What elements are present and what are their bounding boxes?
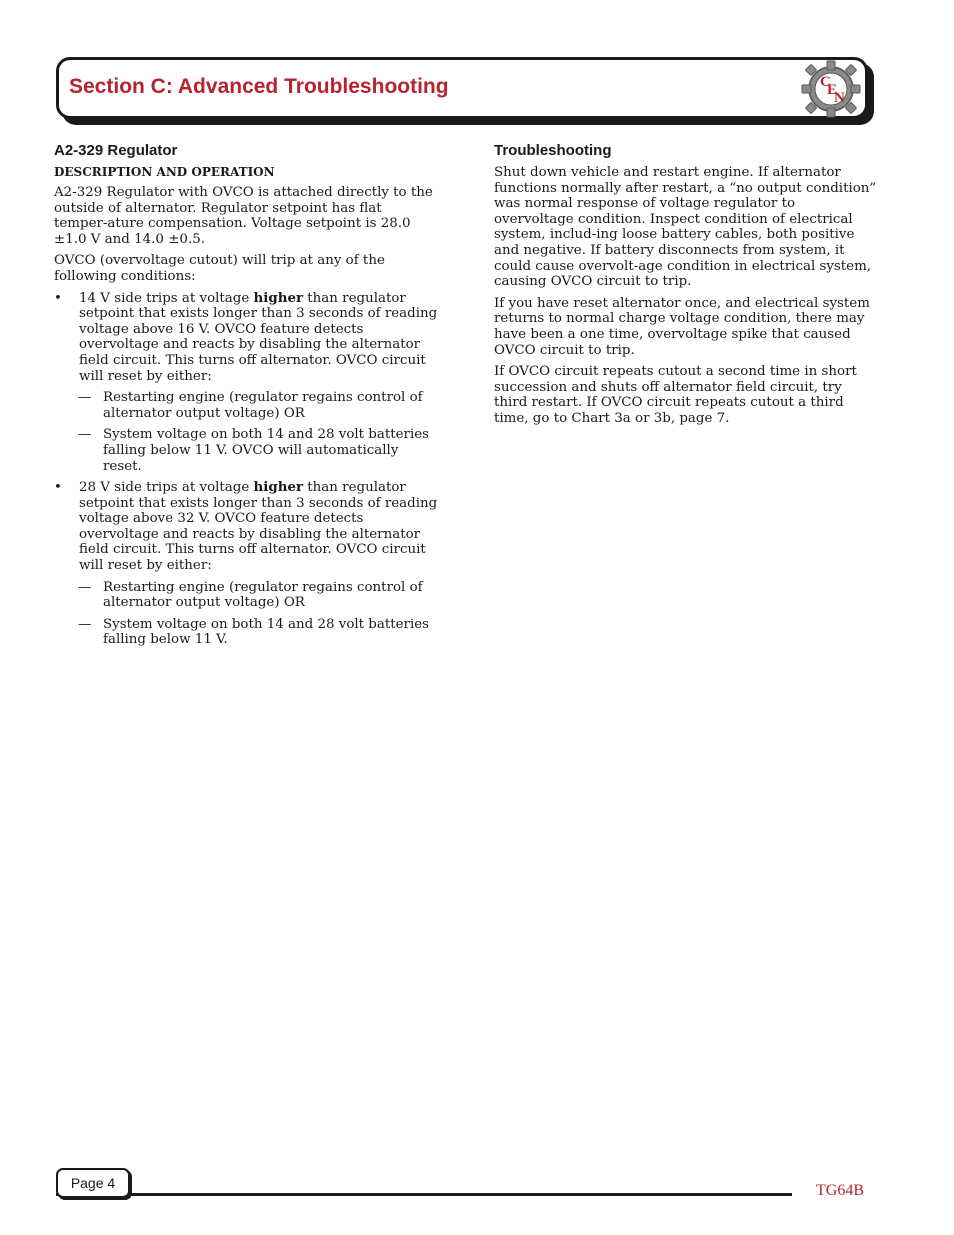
- bullet-28v: [54, 480, 438, 574]
- dash-28v-restart: [54, 580, 438, 611]
- section-header: [56, 57, 868, 119]
- left-column: [54, 142, 438, 654]
- bullet-mark: •: [54, 290, 62, 306]
- bullet-28v-emphasis: higher: [253, 479, 304, 496]
- description-subheading: DESCRIPTION AND OPERATION: [54, 165, 275, 179]
- dash-14v-restart-text: Restarting engine (regulator regains control of alternator output voltage) OR: [103, 390, 423, 421]
- troubleshooting-para-1: Shut down vehicle and restart engine. If alternator functions normally after restart, a “no output condition” was normal response of voltage regulator to overvoltage condition. Inspect condition of electrical system, includ-ing loose battery cables, both positive and negative. If battery disconnects from system, it could cause overvolt-age condition in electrical system, causing OVCO circuit to trip.: [494, 165, 877, 290]
- dash-28v-restart-text: Restarting engine (regulator regains control of alternator output voltage) OR: [103, 579, 423, 611]
- bullet-28v-post: than regulator setpoint that exists longer than 3 seconds of reading voltage above 32 V. OVCO feature detects overvoltage and reacts by disabling the alternator field circuit. This turns off alternator. OVCO circuit will reset by either:: [79, 480, 438, 574]
- document-code: TG64B: [816, 1182, 864, 1199]
- bullet-14v-post: than regulator setpoint that exists longer than 3 seconds of reading voltage above 16 V. OVCO feature detects overvoltage and reacts by disabling the alternator field circuit. This turns off alternator. OVCO circuit will reset by either:: [79, 290, 438, 384]
- bullet-mark: •: [54, 480, 62, 496]
- troubleshooting-heading: Troubleshooting: [494, 142, 612, 159]
- troubleshooting-para-3: If OVCO circuit repeats cutout a second time in short succession and shuts off alternator field circuit, try third restart. If OVCO circuit repeats cutout a third time, go to Chart 3a or 3b, page 7.: [494, 364, 857, 426]
- logo-letter-e: E: [827, 82, 838, 98]
- dash-14v-voltage-text: System voltage on both 14 and 28 volt batteries falling below 11 V. OVCO will automatically reset.: [103, 427, 430, 474]
- bullet-14v: [54, 291, 438, 385]
- bullet-28v-pre: 28 V side trips at voltage: [79, 480, 254, 496]
- ovco-conditions-intro: OVCO (overvoltage cutout) will trip at any of the following conditions:: [54, 253, 385, 284]
- dash-14v-restart: [54, 390, 438, 421]
- regulator-description: A2-329 Regulator with OVCO is attached directly to the outside of alternator. Regulator setpoint has flat temper-ature compensation. Voltage setpoint is 28.0 ±1.0 V and 14.0 ±0.5.: [54, 185, 433, 247]
- dash-28v-voltage-text: System voltage on both 14 and 28 volt batteries falling below 11 V.: [103, 616, 430, 648]
- logo-letter-c: C: [820, 74, 831, 90]
- dash-mark: —: [78, 579, 92, 595]
- troubleshooting-para-2: If you have reset alternator once, and electrical system returns to normal charge voltage condition, there may have been a one time, overvoltage spike that caused OVCO circuit to trip.: [494, 295, 870, 358]
- regulator-heading: A2-329 Regulator: [54, 142, 178, 159]
- bullet-14v-emphasis: higher: [253, 289, 304, 306]
- dash-mark: —: [78, 427, 92, 443]
- footer-rule: [56, 1193, 792, 1196]
- dash-14v-voltage: [54, 427, 438, 474]
- logo-letter-n: N: [834, 90, 845, 106]
- right-column: [494, 142, 878, 433]
- dash-28v-voltage: [54, 617, 438, 648]
- section-title: Section C: Advanced Troubleshooting: [69, 75, 449, 98]
- dash-mark: —: [78, 616, 92, 632]
- cen-gear-logo: [799, 58, 863, 120]
- bullet-14v-pre: 14 V side trips at voltage: [79, 290, 254, 306]
- dash-mark: —: [78, 390, 92, 406]
- page-number-tab: Page 4: [56, 1168, 130, 1198]
